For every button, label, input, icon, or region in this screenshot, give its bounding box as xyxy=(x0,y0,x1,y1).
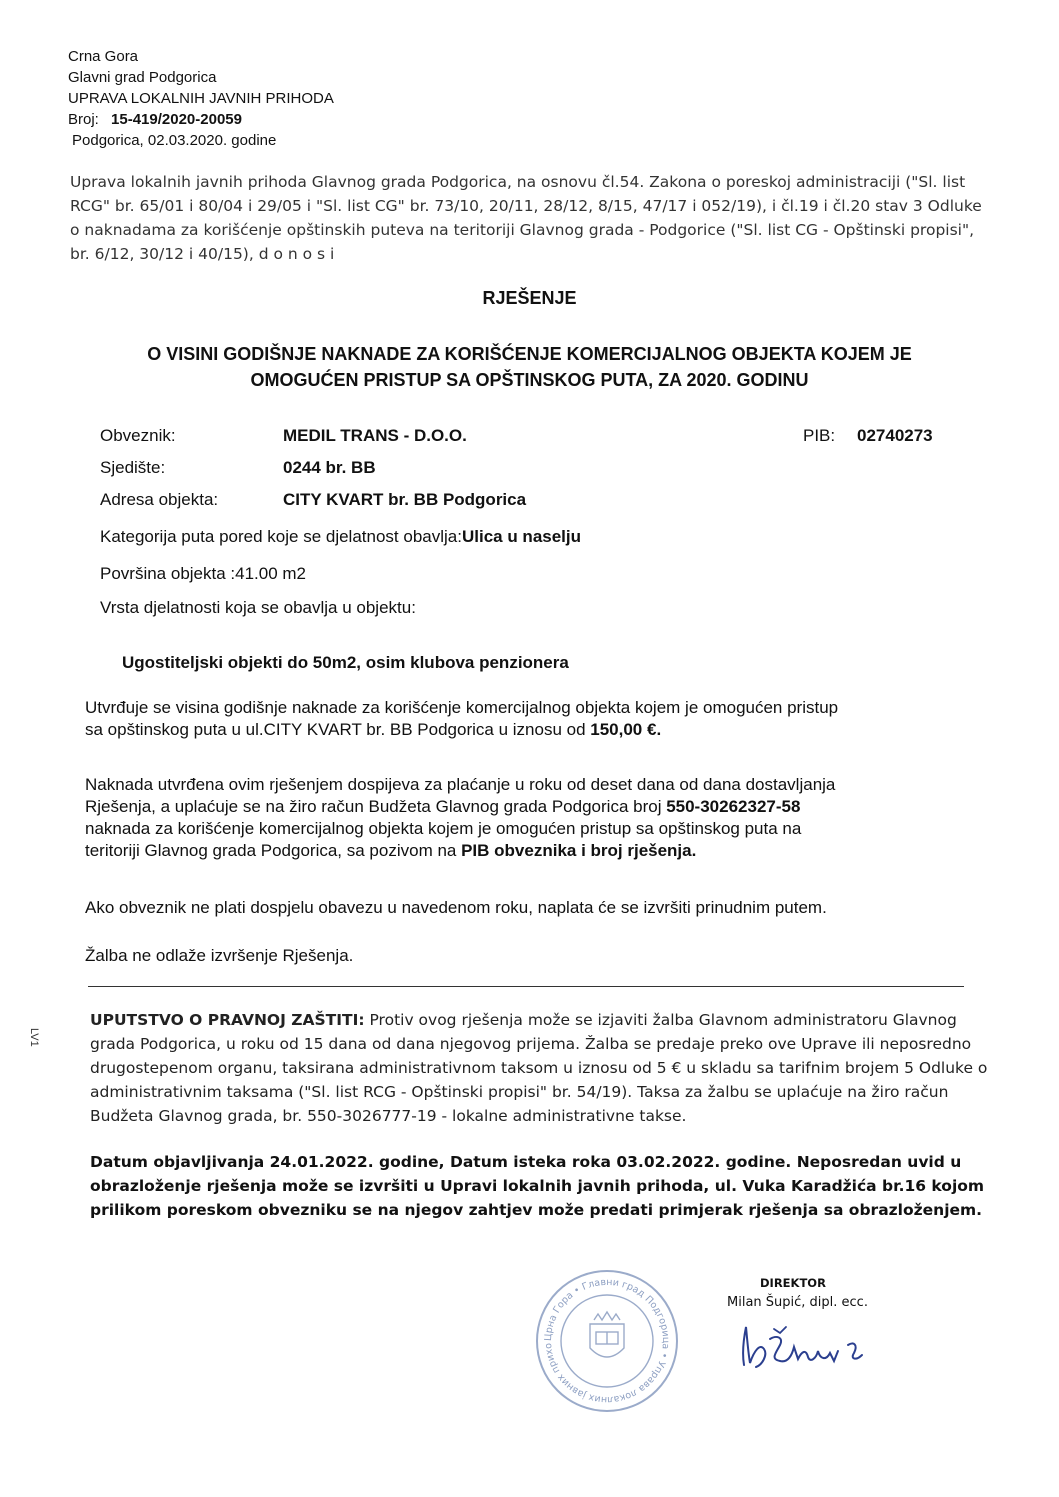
pib-label: PIB: xyxy=(803,426,836,445)
official-stamp xyxy=(532,1266,682,1416)
subtitle-line-2: OMOGUĆEN PRISTUP SA OPŠTINSKOG PUTA, ZA 2020. GODINU xyxy=(250,370,809,390)
paragraph-payment-line-4 xyxy=(85,840,985,862)
side-mark: LV1 xyxy=(28,1028,40,1047)
stamp-graphic xyxy=(532,1266,682,1416)
obveznik-value: MEDIL TRANS - D.O.O. xyxy=(283,426,467,445)
vrsta-value: Ugostiteljski objekti do 50m2, osim klubova penzionera xyxy=(122,653,569,672)
document-title: RJEŠENJE xyxy=(482,288,577,308)
amount-value: 150,00 €. xyxy=(590,720,662,739)
header-number-label: Broj: xyxy=(68,111,99,128)
paragraph-payment-line-3: naknada za korišćenje komercijalnog objekta kojem je omogućen pristup sa opštinskog puta na xyxy=(85,819,802,838)
preamble: Uprava lokalnih javnih prihoda Glavnog grada Podgorica, na osnovu čl.54. Zakona o poreskoj administraciji ("Sl. list RCG" br. 65/01 i 80/04 i 29/05 i "Sl. list CG" br. 73/10, 20/11, 28/12, 8/15, 47/17 i 052/19), i čl.19 i čl.20 stav 3 Odluke o naknadama za korišćenje opštinskih puteva na teritoriji Glavnog grada - Podgorice ("Sl. list CG - Opštinski propisi", br. 6/12, 30/12 i 40/15), d o n o s i xyxy=(70,173,982,263)
account-number: 550-30262327-58 xyxy=(666,797,801,816)
pib-value: 02740273 xyxy=(857,426,933,445)
paragraph-amount-line-2 xyxy=(85,719,985,741)
coat-of-arms-icon xyxy=(590,1312,624,1357)
header-country: Crna Gora xyxy=(68,48,139,65)
header-number xyxy=(68,109,334,130)
header-place-date: Podgorica, 02.03.2020. godine xyxy=(72,132,277,149)
legal-notice xyxy=(90,1008,990,1128)
publication-notice: Datum objavljivanja 24.01.2022. godine, Datum isteka roka 03.02.2022. godine. Neposredan uvid u obrazloženje rješenja može se izvršiti u Upravi lokalnih javnih prihoda, ul. Vuka Karadžića br.16 kojom prilikom poreskom obvezniku se na njegov zahtjev može predati primjerak rješenja sa obrazloženjem. xyxy=(90,1153,985,1219)
document-subtitle xyxy=(0,341,1059,393)
stamp-ring-text: Црна Гора • Главни град Подгорица • Управа локалних јавних прихо xyxy=(542,1276,672,1406)
legal-notice-label: UPUTSTVO O PRAVNOJ ZAŠTITI: xyxy=(90,1011,365,1029)
adresa-value: CITY KVART br. BB Podgorica xyxy=(283,490,527,509)
signature-name: Milan Šupić, dipl. ecc. xyxy=(727,1295,868,1310)
paragraph-payment xyxy=(85,774,985,862)
vrsta-label: Vrsta djelatnosti koja se obavlja u objektu: xyxy=(100,598,416,617)
document-header xyxy=(68,46,334,151)
povrsina-row: Površina objekta :41.00 m2 xyxy=(100,564,307,583)
divider xyxy=(88,986,964,987)
paragraph-payment-text-4: teritoriji Glavnog grada Podgorica, sa pozivom na xyxy=(85,841,462,860)
legal-notice-text: Protiv ovog rješenja može se izjaviti žalba Glavnom administratoru Glavnog grada Podgorica, u roku od 15 dana od dana njegovog prijema. Žalba se predaje preko ove Uprave ili neposredno drugostepenom organu, taksirana administrativnom taksom u iznosu od 5 € u skladu sa tarifnim brojem 5 Odluke o administrativnim taksama ("Sl. list RCG - Opštinski propisi" br. 54/19). Taksa za žalbu se uplaćuje na žiro račun Budžeta Glavnog grada, br. 550-3026777-19 - lokalne administrativne takse. xyxy=(90,1011,988,1125)
header-number-value: 15-419/2020-20059 xyxy=(111,111,242,128)
signature-text: Šupić xyxy=(730,1315,733,1316)
subtitle-line-1: O VISINI GODIŠNJE NAKNADE ZA KORIŠĆENJE KOMERCIJALNOG OBJEKTA KOJEM JE xyxy=(147,344,912,364)
header-office: UPRAVA LOKALNIH JAVNIH PRIHODA xyxy=(68,90,334,107)
adresa-label: Adresa objekta: xyxy=(100,490,219,509)
paragraph-amount-text: sa opštinskog puta u ul.CITY KVART br. BB Podgorica u iznosu od xyxy=(85,720,591,739)
sjediste-value: 0244 br. BB xyxy=(283,458,376,477)
signature-title: DIREKTOR xyxy=(760,1276,826,1290)
kategorija-label: Kategorija puta pored koje se djelatnost obavlja: xyxy=(100,527,462,546)
paragraph-enforcement: Ako obveznik ne plati dospjelu obavezu u navedenom roku, naplata će se izvršiti prinudnim putem. xyxy=(85,898,827,917)
paragraph-payment-line-2 xyxy=(85,796,985,818)
signature-graphic xyxy=(730,1315,890,1380)
paragraph-payment-line-1: Naknada utvrđena ovim rješenjem dospijeva za plaćanje u roku od deset dana od dana dostavljanja xyxy=(85,775,836,794)
payment-reference: PIB obveznika i broj rješenja. xyxy=(461,841,697,860)
kategorija-row xyxy=(100,527,581,547)
paragraph-amount xyxy=(85,697,985,741)
paragraph-amount-line-1: Utvrđuje se visina godišnje naknade za korišćenje komercijalnog objekta kojem je omogućen pristup xyxy=(85,698,839,717)
sjediste-label: Sjedište: xyxy=(100,458,166,477)
paragraph-appeal: Žalba ne odlaže izvršenje Rješenja. xyxy=(85,946,354,965)
header-city: Glavni grad Podgorica xyxy=(68,69,217,86)
paragraph-payment-text: Rješenja, a uplaćuje se na žiro račun Budžeta Glavnog grada Podgorica broj xyxy=(85,797,667,816)
handwritten-signature xyxy=(730,1315,890,1380)
obveznik-label: Obveznik: xyxy=(100,426,176,445)
kategorija-value: Ulica u naselju xyxy=(461,527,582,546)
